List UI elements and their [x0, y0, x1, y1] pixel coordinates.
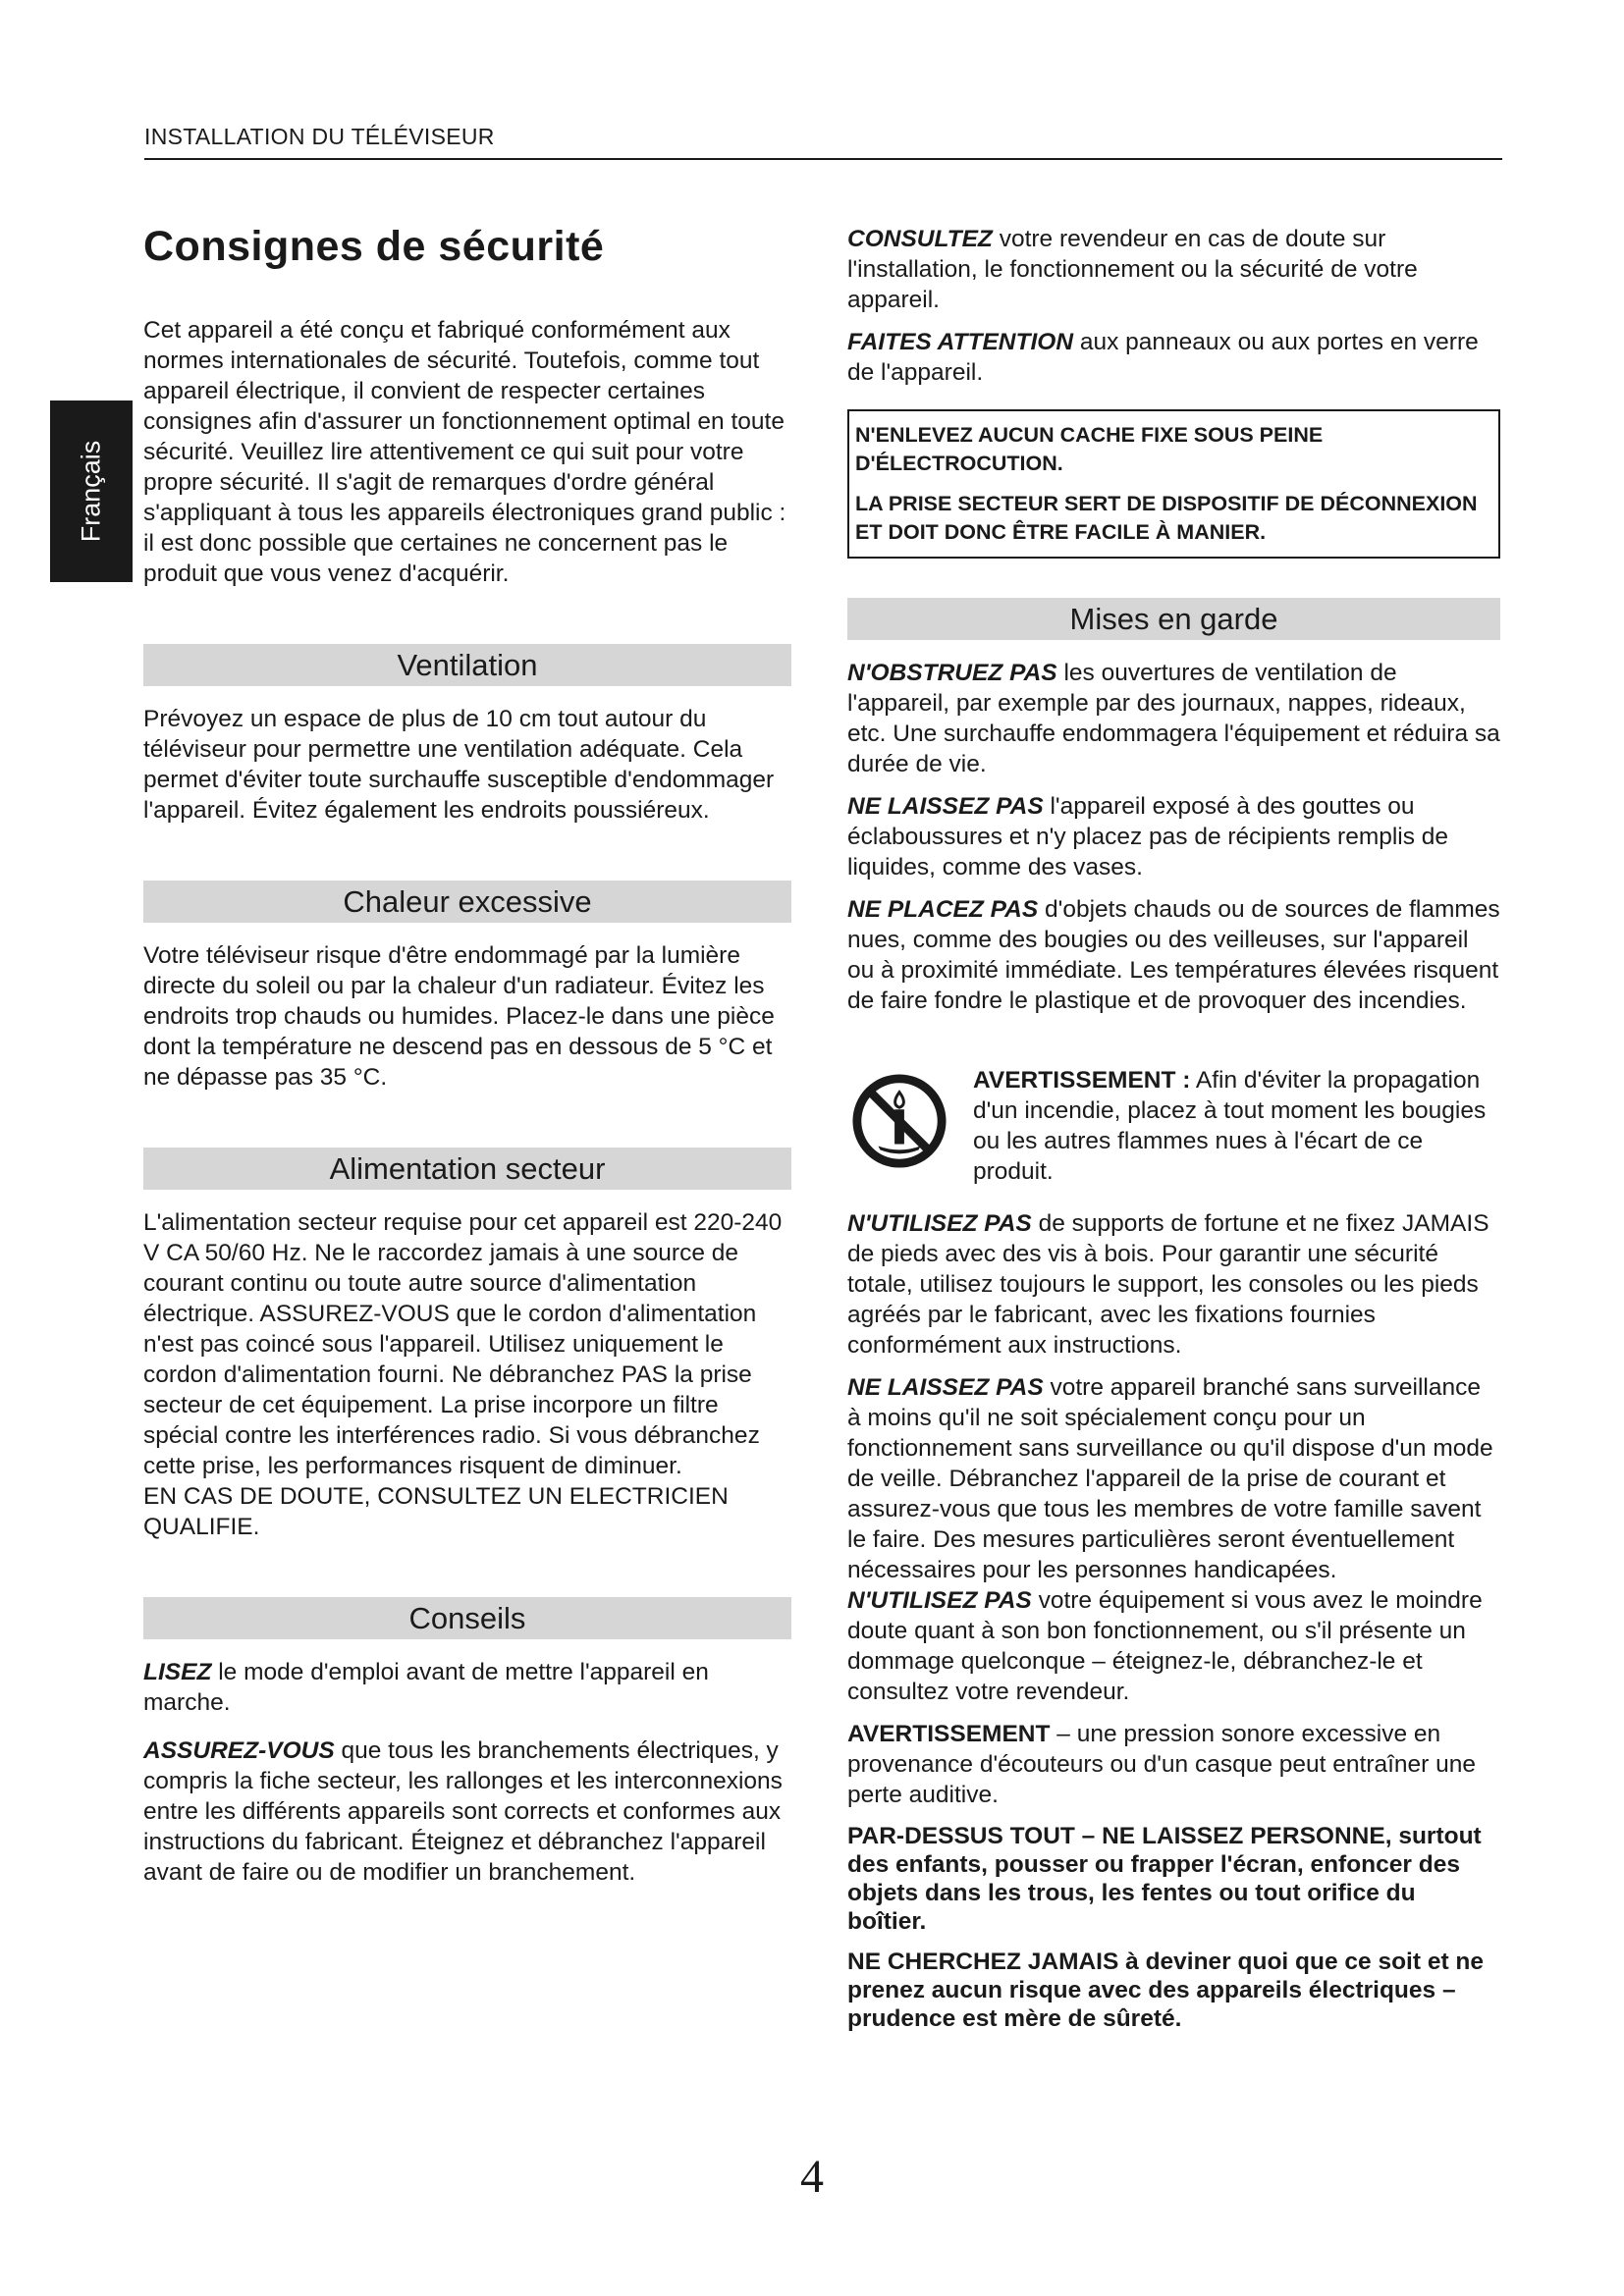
warning-item-text: d'objets chauds ou de sources de flammes nues, comme des bougies ou des veilleuses, sur l'appareil ou à proximité immédiate. Les températures élevées risquent de faire fondre le plastique et de provoquer des incendies. [847, 896, 1500, 1014]
consult-lead: CONSULTEZ [847, 226, 993, 252]
tip-read [143, 1657, 791, 1718]
warning-item [847, 791, 1500, 882]
warnings-heading: Mises en garde [847, 598, 1500, 640]
never-guess-warning: NE CHERCHEZ JAMAIS à deviner quoi que ce soit et ne prenez aucun risque avec des appareils électriques – prudence est mère de sûreté. [847, 1949, 1485, 2032]
fire-warning [847, 1065, 1500, 1187]
warning-item-text: les ouvertures de ventilation de l'appareil, par exemple par des journaux, nappes, rideaux, etc. Une surchauffe endommagera l'équipement et réduira sa durée de vie. [847, 660, 1500, 777]
power-caps-text: EN CAS DE DOUTE, CONSULTEZ UN ELECTRICIEN QUALIFIE. [143, 1483, 729, 1541]
warning-item [847, 1585, 1500, 1707]
page-title: Consignes de sécurité [143, 223, 605, 270]
sound-warning-text: – une pression sonore excessive en provenance d'écouteurs ou d'un casque peut entraîner une perte auditive. [847, 1721, 1477, 1808]
running-header: INSTALLATION DU TÉLÉVISEUR [144, 124, 495, 149]
warning-item [847, 658, 1500, 779]
no-open-flame-icon [851, 1073, 947, 1169]
sound-warning-lead: AVERTISSEMENT [847, 1721, 1051, 1747]
warning-box-line-1: N'ENLEVEZ AUCUN CACHE FIXE SOUS PEINE D'ÉLECTROCUTION. [855, 423, 1324, 475]
language-tab [50, 400, 133, 582]
consult-paragraph [847, 224, 1500, 315]
header-rule [144, 158, 1502, 160]
left-column [143, 224, 791, 1888]
power-text: L'alimentation secteur requise pour cet appareil est 220-240 V CA 50/60 Hz. Ne le raccordez jamais à une source de courant continu ou toute autre source d'alimentation électrique. ASSUREZ-VOUS que le cordon d'alimentation n'est pas coincé sous l'appareil. Utilisez uniquement le cordon d'alimentation fourni. Ne débranchez PAS la prise secteur de cet équipement. La prise incorpore un filtre spécial contre les interférences radio. Si vous débranchez cette prise, les performances risquent de diminuer. [143, 1209, 783, 1480]
ventilation-heading: Ventilation [143, 644, 791, 686]
tip-read-text: le mode d'emploi avant de mettre l'appareil en marche. [143, 1659, 709, 1717]
warning-item-lead: N'OBSTRUEZ PAS [847, 660, 1057, 686]
warning-item-lead: NE LAISSEZ PAS [847, 1374, 1044, 1401]
consult-text: votre revendeur en cas de doute sur l'installation, le fonctionnement ou la sécurité de votre appareil. [847, 226, 1418, 313]
attention-paragraph [847, 327, 1500, 388]
warning-item-text: votre appareil branché sans surveillance à moins qu'il ne soit spécialement conçu pour un fonctionnement sans surveillance ou qu'il dispose d'un mode de veille. Débranchez l'appareil de la prise de courant et assurez-vous que tous les membres de votre famille savent le faire. Des mesures particulières seront éventuellement nécessaires pour les personnes handicapées. [847, 1374, 1493, 1583]
warning-item [847, 1372, 1500, 1585]
warning-item [847, 1208, 1500, 1361]
page-number: 4 [800, 2151, 824, 2203]
tip-check-lead: ASSUREZ-VOUS [143, 1737, 335, 1765]
heat-text: Votre téléviseur risque d'être endommagé par la lumière directe du soleil ou par la chaleur d'un radiateur. Évitez les endroits trop chauds ou humides. Placez-le dans une pièce dont la température ne descend pas en dessous de 5 °C et ne dépasse pas 35 °C. [143, 942, 775, 1092]
fire-warning-lead: AVERTISSEMENT : [973, 1067, 1191, 1094]
warning-item-lead: N'UTILISEZ PAS [847, 1210, 1032, 1237]
electrocution-warning-box [847, 409, 1500, 559]
warning-item-lead: NE PLACEZ PAS [847, 896, 1039, 923]
attention-text: aux panneaux ou aux portes en verre de l'appareil. [847, 329, 1479, 386]
heat-heading: Chaleur excessive [143, 881, 791, 923]
power-heading: Alimentation secteur [143, 1148, 791, 1190]
tip-check-text: que tous les branchements électriques, y compris la fiche secteur, les rallonges et les interconnexions entre les différents appareils sont corrects et conformes aux instructions du fabricant. Éteignez et débranchez l'appareil avant de faire ou de modifier un branchement. [143, 1737, 783, 1887]
warning-item-lead: N'UTILISEZ PAS [847, 1587, 1032, 1614]
right-column [847, 224, 1500, 2033]
warning-box-line-2: LA PRISE SECTEUR SERT DE DISPOSITIF DE DÉCONNEXION ET DOIT DONC ÊTRE FACILE À MANIER. [855, 492, 1478, 544]
sound-warning [847, 1719, 1500, 1810]
warning-item [847, 894, 1500, 1016]
warning-item-lead: NE LAISSEZ PAS [847, 793, 1044, 820]
intro-paragraph: Cet appareil a été conçu et fabriqué conformément aux normes internationales de sécurité. Toutefois, comme tout appareil électrique, il convient de respecter certaines consignes afin d'assurer un fonctionnement optimal en toute sécurité. Veuillez lire attentivement ce qui suit pour votre propre sécurité. Il s'agit de remarques d'ordre général s'appliquant à tous les appareils électroniques grand public : il est donc possible que certaines ne concernent pas le produit que vous venez d'acquérir. [143, 317, 786, 588]
fire-warning-text: Afin d'éviter la propagation d'un incendie, placez à tout moment les bougies ou les autres flammes nues à l'écart de ce produit. [973, 1067, 1487, 1185]
language-tab-label: Français [76, 440, 106, 543]
warning-item-text: l'appareil exposé à des gouttes ou éclaboussures et n'y placez pas de récipients remplis de liquides, comme des vases. [847, 793, 1449, 881]
tip-read-lead: LISEZ [143, 1659, 212, 1686]
attention-lead: FAITES ATTENTION [847, 329, 1074, 355]
above-all-warning: PAR-DESSUS TOUT – NE LAISSEZ PERSONNE, surtout des enfants, pousser ou frapper l'écran, enfoncer des objets dans les trous, les fentes ou tout orifice du boîtier. [847, 1823, 1482, 1935]
tips-heading: Conseils [143, 1597, 791, 1639]
tip-check [143, 1735, 791, 1888]
ventilation-text: Prévoyez un espace de plus de 10 cm tout autour du téléviseur pour permettre une ventilation adéquate. Cela permet d'éviter toute surchauffe susceptible d'endommager l'appareil. Évitez également les endroits poussiéreux. [143, 706, 775, 825]
warning-item-text: de supports de fortune et ne fixez JAMAIS de pieds avec des vis à bois. Pour garantir une sécurité totale, utilisez toujours le support, les consoles ou les pieds agréés par le fabricant, avec les fixations fournies conformément aux instructions. [847, 1210, 1489, 1359]
fire-warning-text-block [973, 1065, 1500, 1187]
warning-item-text: votre équipement si vous avez le moindre doute quant à son bon fonctionnement, ou s'il présente un dommage quelconque – éteignez-le, débranchez-le et consultez votre revendeur. [847, 1587, 1483, 1705]
